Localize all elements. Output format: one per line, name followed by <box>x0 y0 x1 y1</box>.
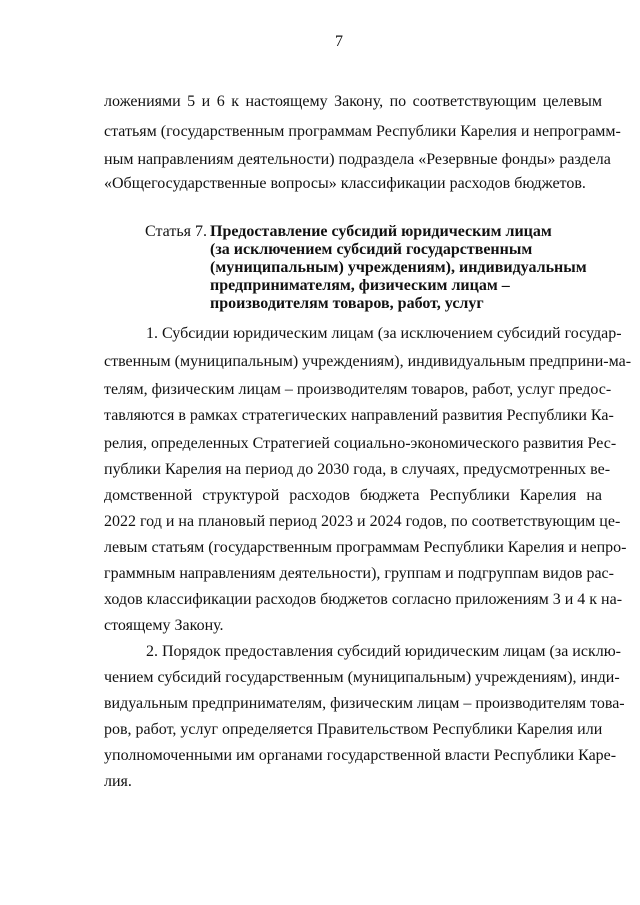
text-line: чением субсидий государственным (муниципальным) учреждениям), инди- <box>104 669 620 686</box>
text-line: ственным (муниципальным) учреждениям), индивидуальным предприни-ма- <box>104 353 632 370</box>
text-line: левым статьям (государственным программам Республики Карелия и непро- <box>104 539 627 556</box>
text-line: 1. Субсидии юридическим лицам (за исключением субсидий государ- <box>146 325 622 342</box>
text-line: ным направлениям деятельности) подраздела «Резервные фонды» раздела <box>104 151 611 168</box>
text-line: публики Карелия на период до 2030 года, в случаях, предусмотренных ве- <box>104 461 611 478</box>
text-line: ров, работ, услуг определяется Правительством Республики Карелия или <box>104 721 603 738</box>
article-title-line: (за исключением субсидий государственным <box>210 241 533 258</box>
page-number: 7 <box>335 33 343 50</box>
article-title-line: производителям товаров, работ, услуг <box>210 295 484 312</box>
text-line: телям, физическим лицам – производителям товаров, работ, услуг предос- <box>104 381 612 398</box>
text-line: тавляются в рамках стратегических направлений развития Республики Ка- <box>104 407 614 424</box>
text-line: уполномоченными им органами государственной власти Республики Каре- <box>104 747 617 764</box>
text-line: лия. <box>104 773 132 790</box>
text-line: 2. Порядок предоставления субсидий юридическим лицам (за исклю- <box>146 643 621 660</box>
text-line: домственной структурой расходов бюджета Республики Карелия на <box>104 487 602 504</box>
text-line: ходов классификации расходов бюджетов согласно приложениям 3 и 4 к на- <box>104 591 623 608</box>
text-line: ложениями 5 и 6 к настоящему Закону, по соответствующим целевым <box>104 93 602 110</box>
text-line: релия, определенных Стратегией социально-экономического развития Рес- <box>104 435 617 452</box>
article-title-line: предпринимателям, физическим лицам – <box>210 277 510 294</box>
article-title-line: (муниципальным) учреждениям), индивидуальным <box>210 259 587 276</box>
text-line: «Общегосударственные вопросы» классификации расходов бюджетов. <box>104 175 586 192</box>
text-line: видуальным предпринимателям, физическим лицам – производителям това- <box>104 695 625 712</box>
text-line: стоящему Закону. <box>104 617 224 634</box>
article-title-line: Предоставление субсидий юридическим лицам <box>210 223 552 240</box>
text-line: граммным направлениям деятельности), группам и подгруппам видов рас- <box>104 565 614 582</box>
article-label: Статья 7. <box>145 223 207 240</box>
text-line: статьям (государственным программам Республики Карелия и непрограмм- <box>104 123 621 140</box>
text-line: 2022 год и на плановый период 2023 и 2024 годов, по соответствующим це- <box>104 513 621 530</box>
